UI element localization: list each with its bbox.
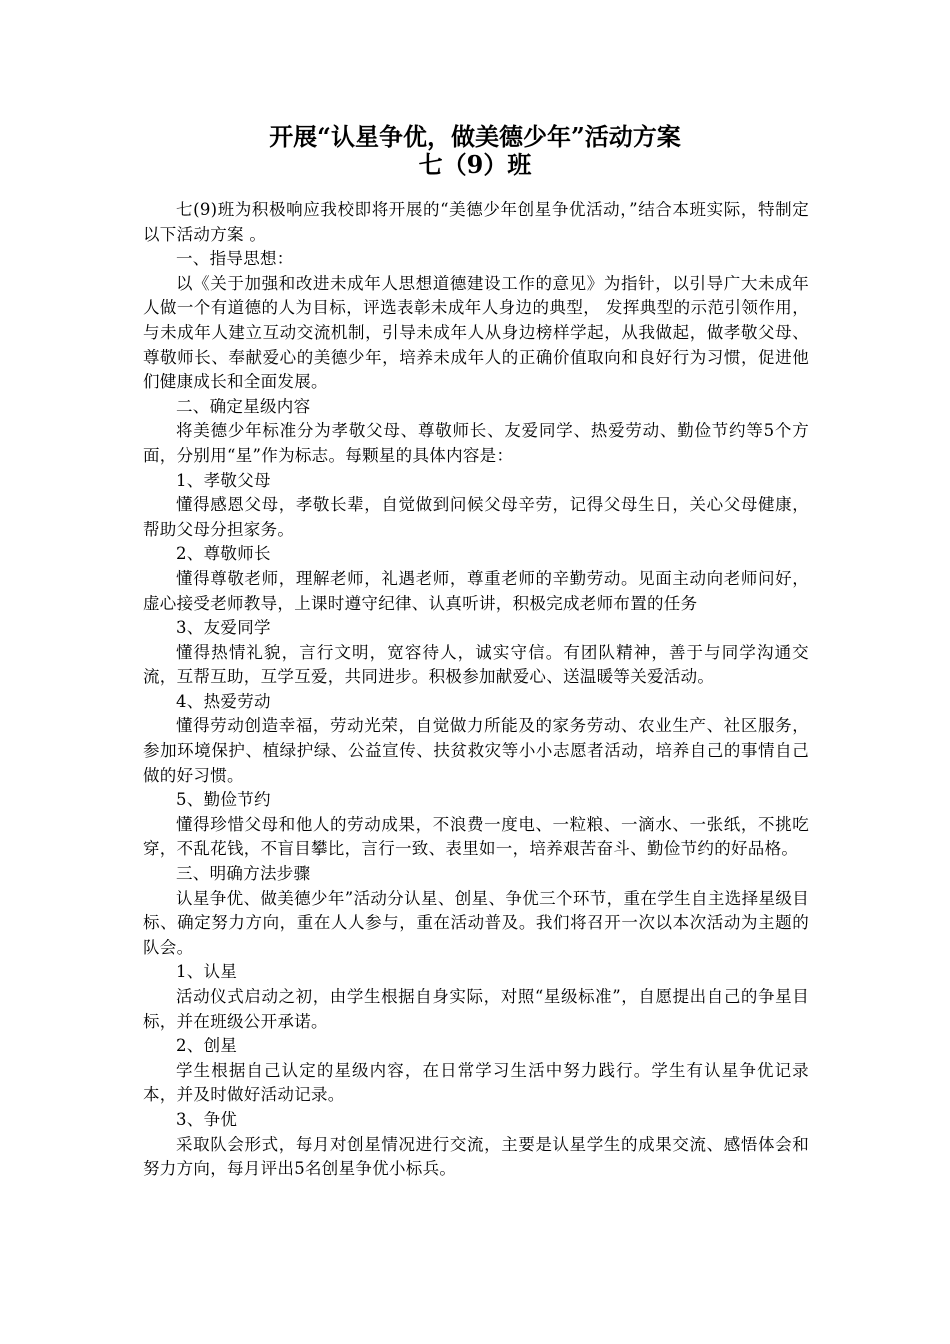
methods-paragraph: 认星争优、做美德少年”活动分认星、创星、争优三个环节，重在学生自主选择星级目标、确定努力方向，重在人人参与，重在活动普及。我们将召开一次以本次活动为主题的队会。 [143, 888, 809, 957]
subheading-recognize-star: 1、认星 [176, 962, 238, 982]
subheading-thrift: 5、勤俭节约 [176, 790, 271, 810]
subheading-create-star: 2、创星 [176, 1036, 238, 1056]
love-labor-paragraph: 懂得劳动创造幸福，劳动光荣，自觉做力所能及的家务劳动、农业生产、社区服务，参加环境保护、植绿护绿、公益宣传、扶贫救灾等小小志愿者活动，培养自己的事情自己做的好习惯。 [143, 716, 809, 785]
section-heading-methods: 三、明确方法步骤 [176, 864, 311, 884]
page-title: 开展“认星争优，做美德少年”活动方案 [269, 122, 681, 151]
guiding-ideology-paragraph: 以《关于加强和改进未成年人思想道德建设工作的意见》为指针，以引导广大未成年人做一个有道德的人为目标，评选表彰未成年人身边的典型， 发挥典型的示范引领作用，与未成年人建立互动交流机制，引导未成年人从身边榜样学起，从我做起，做孝敬父母、尊敬师长、奉献爱心的美德少年，培养未成年人的正确价值取向和良好行为习惯，促进他们健康成长和全面发展。 [143, 273, 809, 392]
intro-paragraph: 七(9)班为积极响应我校即将开展的“美德少年创星争优活动，”结合本班实际，特制定以下活动方案 。 [143, 200, 809, 244]
section-heading-guiding-ideology: 一、指导思想： [176, 249, 294, 269]
subheading-respect-teachers: 2、尊敬师长 [176, 544, 271, 564]
create-star-paragraph: 学生根据自己认定的星级内容，在日常学习生活中努力践行。学生有认星争优记录本，并及时做好活动记录。 [143, 1060, 809, 1105]
page-subtitle: 七（9）班 [418, 150, 532, 179]
thrift-paragraph: 懂得珍惜父母和他人的劳动成果，不浪费一度电、一粒粮、一滴水、一张纸，不挑吃穿，不乱花钱，不盲目攀比，言行一致、表里如一，培养艰苦奋斗、勤俭节约的好品格。 [143, 814, 809, 859]
friendly-classmates-paragraph: 懂得热情礼貌，言行文明，宽容待人，诚实守信。有团队精神，善于与同学沟通交流，互帮互助，互学互爱，共同进步。积极参加献爱心、送温暖等关爱活动。 [143, 642, 809, 687]
subheading-strive-excellence: 3、争优 [176, 1109, 238, 1129]
subheading-love-labor: 4、热爱劳动 [176, 691, 271, 711]
section-heading-star-content: 二、确定星级内容 [176, 396, 311, 416]
strive-excellence-paragraph: 采取队会形式，每月对创星情况进行交流，主要是认星学生的成果交流、感悟体会和努力方向，每月评出5名创星争优小标兵。 [143, 1134, 809, 1179]
star-content-paragraph: 将美德少年标准分为孝敬父母、尊敬师长、友爱同学、热爱劳动、勤俭节约等5个方面，分别用“星”作为标志。每颗星的具体内容是： [143, 421, 809, 465]
subheading-friendly-classmates: 3、友爱同学 [176, 618, 271, 638]
subheading-respect-parents: 1、孝敬父母 [176, 470, 271, 490]
respect-teachers-paragraph: 懂得尊敬老师，理解老师，礼遇老师，尊重老师的辛勤劳动。见面主动向老师问好，虚心接受老师教导，上课时遵守纪律、认真听讲，积极完成老师布置的任务 [143, 568, 809, 613]
recognize-star-paragraph: 活动仪式启动之初，由学生根据自身实际，对照“星级标准”，自愿提出自己的争星目标，并在班级公开承诺。 [143, 987, 809, 1031]
respect-parents-paragraph: 懂得感恩父母，孝敬长辈，自觉做到问候父母辛劳，记得父母生日，关心父母健康，帮助父母分担家务。 [143, 495, 809, 539]
document-body [143, 198, 809, 1182]
